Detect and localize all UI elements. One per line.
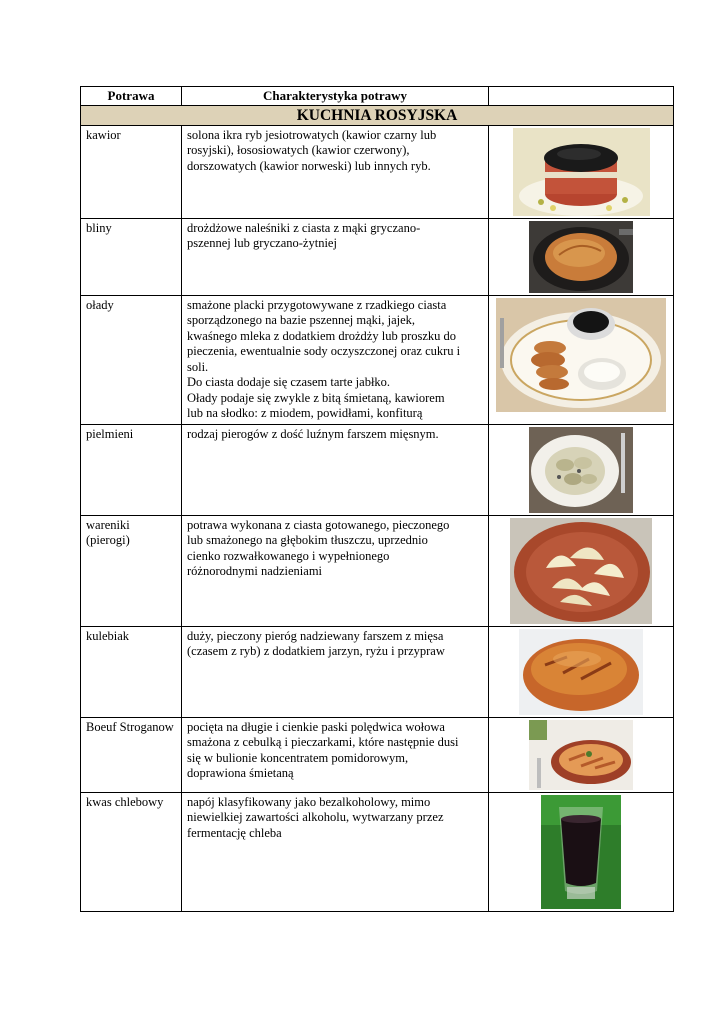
dish-name: kawior: [81, 125, 182, 218]
bliny-photo: [529, 221, 633, 293]
kvass-photo: [541, 795, 621, 909]
stroganoff-photo: [529, 720, 633, 790]
dish-photo-cell: [489, 125, 674, 218]
dish-name: Boeuf Stroganow: [81, 717, 182, 792]
dish-name: ołady: [81, 295, 182, 424]
dish-description: solona ikra ryb jesiotrowatych (kawior czarny lub rosyjski), łososiowatych (kawior czerwony), dorszowatych (kawior norweski) lub innych ryb.: [182, 125, 489, 218]
table-row: [81, 218, 674, 295]
section-row: [81, 105, 674, 125]
dish-name: kulebiak: [81, 626, 182, 717]
table-row: [81, 626, 674, 717]
table-row: [81, 424, 674, 515]
table-row: [81, 295, 674, 424]
dishes-table: [80, 86, 674, 912]
table-row: [81, 125, 674, 218]
header-photo: [489, 87, 674, 106]
dish-photo-cell: [489, 515, 674, 626]
dish-description: rodzaj pierogów z dość luźnym farszem mięsnym.: [182, 424, 489, 515]
dish-name: wareniki (pierogi): [81, 515, 182, 626]
dish-description: smażone placki przygotowywane z rzadkiego ciasta sporządzonego na bazie pszennej mąki, jajek, kwaśnego mleka z dodatkiem drożdży lub proszku do pieczenia, ewentualnie sody oczyszczonej oraz cukru i soli. Do ciasta dodaje się czasem tarte jabłko. Ołady podaje się zwykle z bitą śmietaną, kawiorem lub na słodko: z miodem, powidłami, konfiturą: [182, 295, 489, 424]
header-dish: Potrawa: [81, 87, 182, 106]
table-row: [81, 717, 674, 792]
dish-description: duży, pieczony pieróg nadziewany farszem z mięsa (czasem z ryb) z dodatkiem jarzyn, ryżu i przypraw: [182, 626, 489, 717]
dish-description: potrawa wykonana z ciasta gotowanego, pieczonego lub smażonego na głębokim tłuszczu, uprzednio cienko rozwałkowanego i wypełnionego różnorodnymi nadzieniami: [182, 515, 489, 626]
pelmeni-photo: [529, 427, 633, 513]
section-title: KUCHNIA ROSYJSKA: [81, 105, 674, 125]
header-description: Charakterystyka potrawy: [182, 87, 489, 106]
dish-description: pocięta na długie i cienkie paski polędwica wołowa smażona z cebulką i pieczarkami, które następnie dusi się w bulionie koncentratem pomidorowym, doprawiona śmietaną: [182, 717, 489, 792]
table-row: [81, 515, 674, 626]
olady-photo: [496, 298, 666, 412]
dish-photo-cell: [489, 792, 674, 911]
dish-name: pielmieni: [81, 424, 182, 515]
vareniki-photo: [510, 518, 652, 624]
kulebiak-photo: [519, 629, 643, 715]
caviar-photo: [513, 128, 650, 216]
header-row: [81, 87, 674, 106]
dish-name: kwas chlebowy: [81, 792, 182, 911]
dish-photo-cell: [489, 626, 674, 717]
dish-photo-cell: [489, 218, 674, 295]
dish-name: bliny: [81, 218, 182, 295]
dish-photo-cell: [489, 295, 674, 424]
dish-photo-cell: [489, 717, 674, 792]
table-row: [81, 792, 674, 911]
dish-description: napój klasyfikowany jako bezalkoholowy, mimo niewielkiej zawartości alkoholu, wytwarzany przez fermentację chleba: [182, 792, 489, 911]
dish-description: drożdżowe naleśniki z ciasta z mąki gryczano- pszennej lub gryczano-żytniej: [182, 218, 489, 295]
dish-photo-cell: [489, 424, 674, 515]
